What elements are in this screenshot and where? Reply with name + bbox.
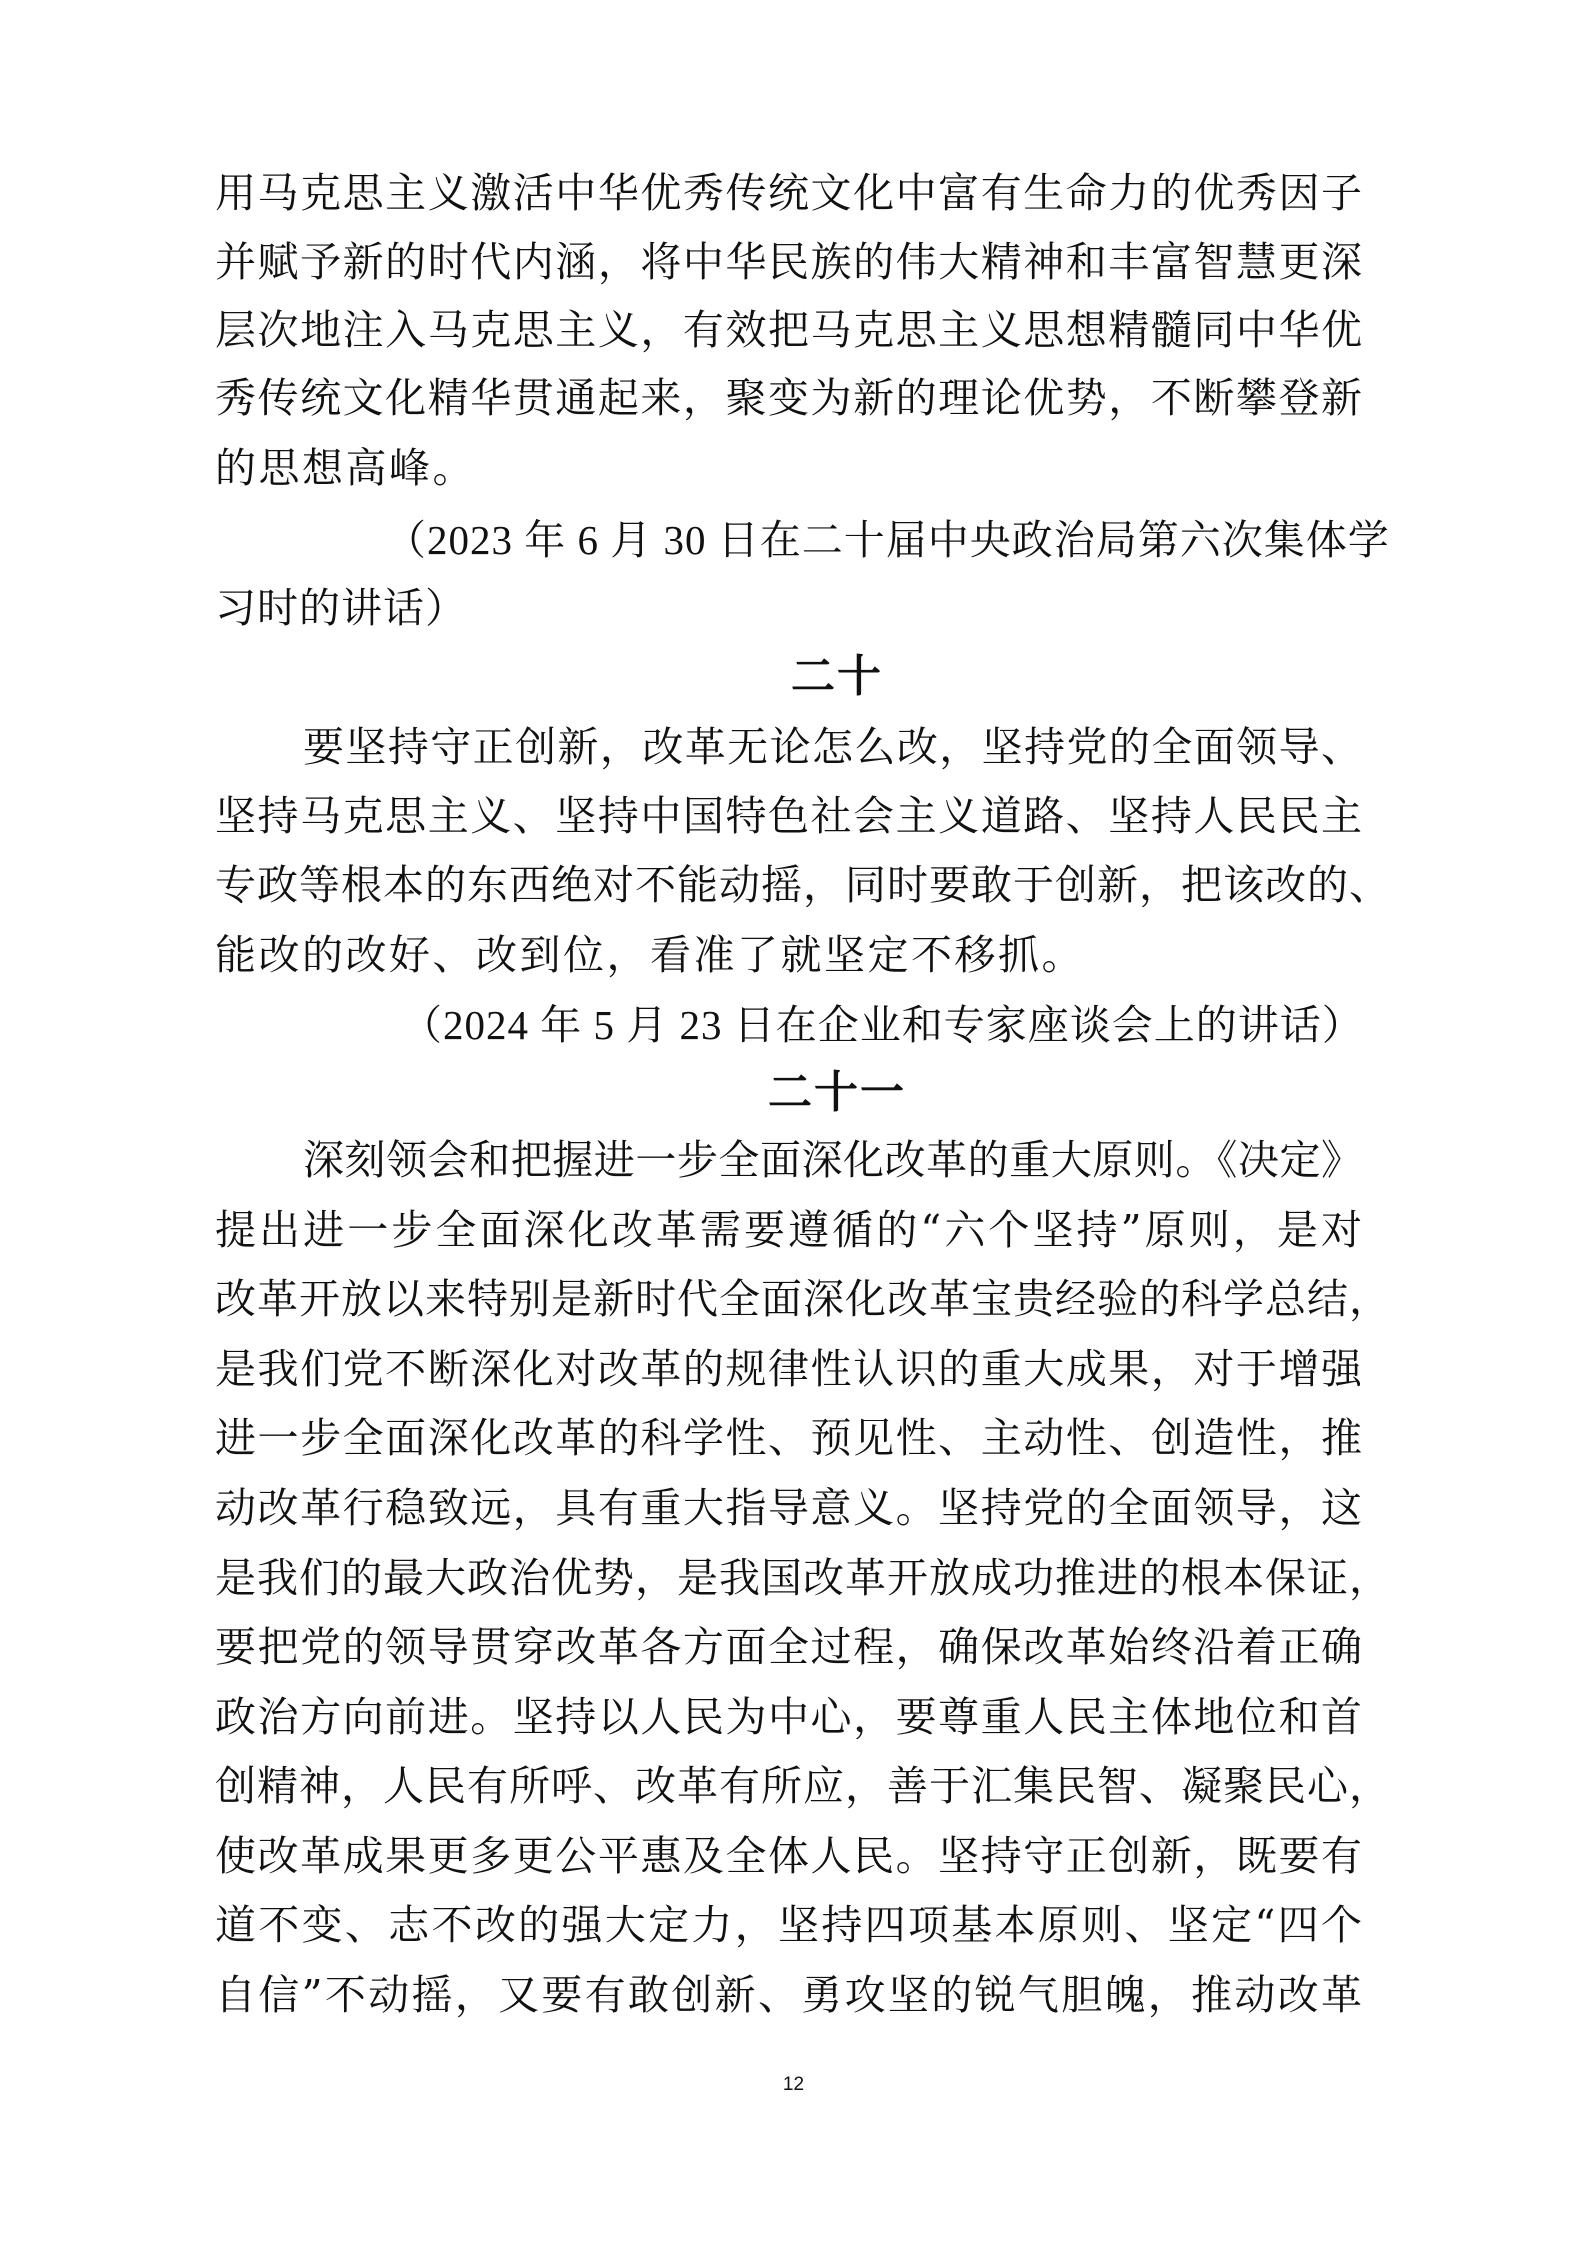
paragraph-line: 提出进一步全面深化改革需要遵循的“六个坚持”原则，是对	[215, 1206, 1362, 1254]
citation-line: 习时的讲话）	[215, 585, 467, 631]
paragraph-line: 坚持马克思主义、坚持中国特色社会主义道路、坚持人民民主	[215, 792, 1362, 840]
paragraph-line: 专政等根本的东西绝对不能动摇，同时要敢于创新，把该改的、	[215, 861, 1390, 909]
paragraph-line: 要坚持守正创新，改革无论怎么改，坚持党的全面领导、	[303, 723, 1362, 771]
paragraph-line: 并赋予新的时代内涵，将中华民族的伟大精神和丰富智慧更深	[215, 238, 1362, 286]
citation-line: （2023 年 6 月 30 日在二十届中央政治局第六次集体学	[385, 517, 1390, 563]
section-heading-21: 二十一	[768, 1067, 906, 1118]
paragraph-line: 要把党的领导贯穿改革各方面全过程，确保改革始终沿着正确	[215, 1623, 1362, 1671]
paragraph-line: 使改革成果更多更公平惠及全体人民。坚持守正创新，既要有	[215, 1832, 1362, 1880]
paragraph-line: 道不变、志不改的强大定力，坚持四项基本原则、坚定“四个	[215, 1901, 1362, 1949]
paragraph-line: 用马克思主义激活中华优秀传统文化中富有生命力的优秀因子	[215, 169, 1362, 217]
paragraph-line: 进一步全面深化改革的科学性、预见性、主动性、创造性，推	[215, 1414, 1362, 1462]
page-number: 12	[782, 2074, 805, 2095]
paragraph-line: 能改的改好、改到位，看准了就坚定不移抓。	[215, 931, 1085, 979]
paragraph-line: 深刻领会和把握进一步全面深化改革的重大原则。《决定》	[303, 1136, 1362, 1184]
paragraph-line: 自信”不动摇，又要有敢创新、勇攻坚的锐气胆魄，推动改革	[215, 1971, 1362, 2019]
paragraph-line: 政治方向前进。坚持以人民为中心，要尊重人民主体地位和首	[215, 1693, 1362, 1741]
paragraph-line: 创精神，人民有所呼、改革有所应，善于汇集民智、凝聚民心，	[215, 1762, 1390, 1810]
section-heading-20: 二十	[791, 651, 883, 702]
paragraph-line: 的思想高峰。	[215, 444, 476, 492]
paragraph-line: 秀传统文化精华贯通起来，聚变为新的理论优势，不断攀登新	[215, 374, 1362, 422]
paragraph-line: 层次地注入马克思主义，有效把马克思主义思想精髓同中华优	[215, 306, 1362, 354]
paragraph-line: 是我们党不断深化对改革的规律性认识的重大成果，对于增强	[215, 1345, 1362, 1393]
paragraph-line: 是我们的最大政治优势，是我国改革开放成功推进的根本保证，	[215, 1554, 1390, 1602]
paragraph-line: 动改革行稳致远，具有重大指导意义。坚持党的全面领导，这	[215, 1484, 1362, 1532]
citation-line: （2024 年 5 月 23 日在企业和专家座谈会上的讲话）	[401, 1002, 1364, 1048]
paragraph-line: 改革开放以来特别是新时代全面深化改革宝贵经验的科学总结，	[215, 1275, 1390, 1323]
